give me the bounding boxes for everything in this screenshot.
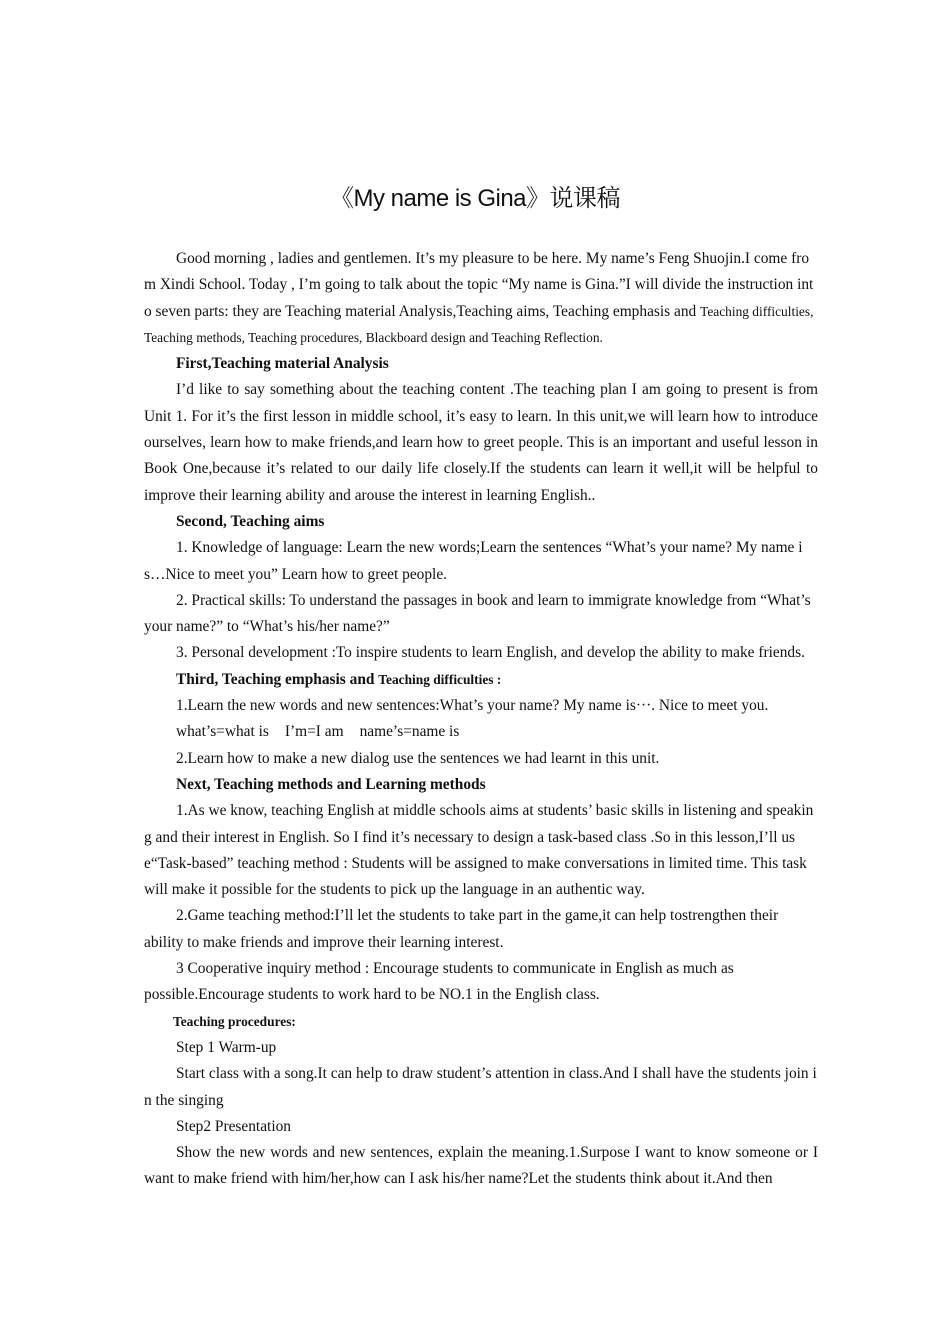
intro-paragraph [144, 246, 818, 351]
section-heading-material-analysis: First,Teaching material Analysis [176, 355, 389, 373]
emphasis-heading-text: Third, Teaching emphasis and [176, 670, 379, 688]
aim-item: 3. Personal development :To inspire students to learn English, and develop the ability to make friends. [176, 644, 805, 662]
emphasis-item: 2.Learn how to make a new dialog use the sentences we had learnt in this unit. [176, 749, 660, 767]
material-analysis-paragraph: I’d like to say something about the teaching content .The teaching plan I am going to present is from Unit 1. For it’s the first lesson in middle school, it’s easy to learn. In this unit,we will learn how to introduce ourselves, learn how to make friends,and learn how to greet people. This is an important and useful lesson in Book One,because it’s related to our daily life closely.If the students can learn it well,it will be helpful to improve their learning ability and arouse the interest in learning English.. [144, 381, 818, 504]
section-heading-procedures: Teaching procedures: [173, 1013, 296, 1029]
document-body [144, 246, 818, 1193]
method-item: 1.As we know, teaching English at middle schools aims at students’ basic skills in listening and speaking and their interest in English. So I find it’s necessary to design a task-based class .So in this lesson,I’ll use“Task-based” teaching method : Students will be assigned to make conversations in limited time. This task will make it possible for the students to pick up the language in an authentic way. [144, 802, 814, 899]
section-heading-emphasis [144, 667, 818, 693]
step-body: Show the new words and new sentences, explain the meaning.1.Surpose I want to know someone or I want to make friend with him/her,how can I ask his/her name?Let the students think about it.And then [144, 1144, 818, 1188]
abbreviation: name’s=name is [359, 723, 460, 741]
abbreviation: what’s=what is [176, 723, 269, 741]
document-title: 《My name is Gina》说课稿 [329, 185, 621, 212]
intro-text: Good morning , ladies and gentlemen. It’s my pleasure to be here. My name’s Feng Shuojin.I come from Xindi School. Today , I’m going to talk about the topic “My name is Gina.”I will divide the instruction into seven parts: they are Teaching material Analysis,Teaching aims, Teaching emphasis and [144, 250, 814, 320]
emphasis-heading-small: Teaching difficulties : [378, 671, 502, 687]
abbreviation: I’m=I am [284, 723, 344, 741]
step-body: Start class with a song.It can help to draw student’s attention in class.And I shall have the students join in the singing [144, 1065, 817, 1109]
step-heading: Step2 Presentation [176, 1117, 291, 1135]
method-item: 2.Game teaching method:I’ll let the students to take part in the game,it can help tostrengthen their ability to make friends and improve their learning interest. [144, 907, 779, 951]
intro-text-small: Teaching difficulties, Teaching methods, Teaching procedures, Blackboard design and Teaching Reflection. [144, 303, 814, 345]
section-heading-teaching-aims: Second, Teaching aims [176, 512, 325, 530]
step-heading: Step 1 Warm-up [176, 1038, 277, 1056]
section-heading-methods: Next, Teaching methods and Learning methods [176, 775, 486, 793]
aim-item: 1. Knowledge of language: Learn the new words;Learn the sentences “What’s your name? My name is…Nice to meet you” Learn how to greet people. [144, 539, 803, 583]
aim-item: 2. Practical skills: To understand the passages in book and learn to immigrate knowledge from “What’s your name?” to “What’s his/her name?” [144, 591, 811, 636]
emphasis-item: 1.Learn the new words and new sentences:What’s your name? My name is···. Nice to meet you. [176, 697, 769, 715]
abbreviation-line [144, 719, 818, 745]
method-item: 3 Cooperative inquiry method : Encourage students to communicate in English as much as possible.Encourage students to work hard to be NO.1 in the English class. [144, 960, 734, 1004]
